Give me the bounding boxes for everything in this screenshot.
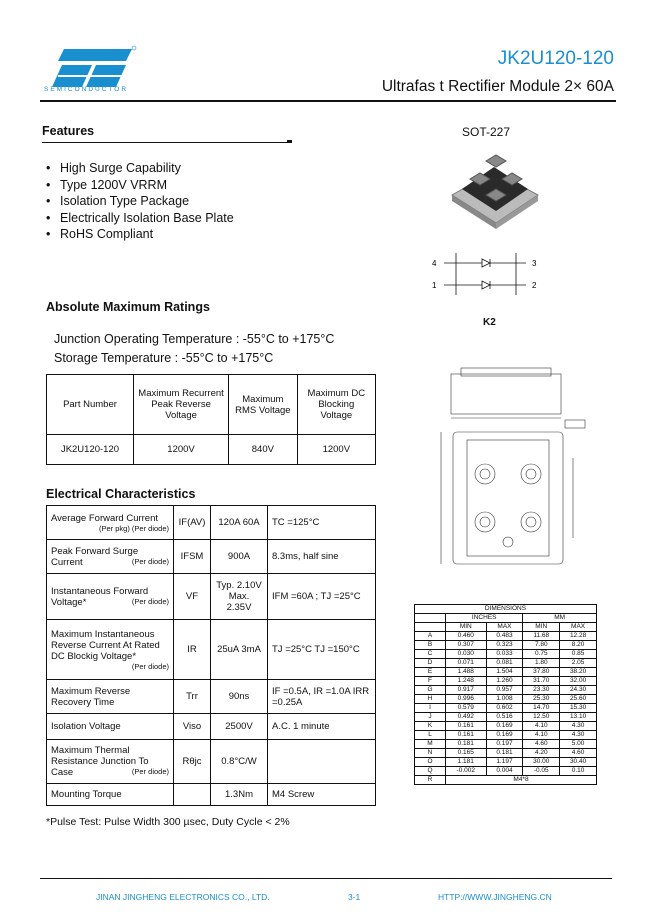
- ec-value: 2500V: [211, 714, 268, 740]
- dim-cell: F: [415, 677, 446, 686]
- dim-cell: H: [415, 695, 446, 704]
- dim-cell: 12.50: [523, 713, 560, 722]
- dim-cell: -0.002: [446, 767, 487, 776]
- subtitle: Ultrafas t Rectifier Module 2× 60A: [381, 78, 614, 95]
- ec-param: Isolation Voltage: [51, 721, 121, 732]
- dim-row: [415, 713, 597, 722]
- pulse-note: *Pulse Test: Pulse Width 300 µsec, Duty Cycle < 2%: [46, 816, 290, 828]
- dim-cell: 4.60: [523, 740, 560, 749]
- dim-row: [415, 650, 597, 659]
- amr-cell: 840V: [229, 435, 298, 465]
- dim-cell: 0.181: [486, 749, 523, 758]
- features-rule: [42, 142, 292, 143]
- dim-cell: 0.161: [446, 731, 487, 740]
- dim-row: [415, 704, 597, 713]
- circuit-label: K2: [483, 317, 496, 328]
- pin-label: 1: [432, 281, 437, 290]
- dim-unit: MM: [523, 614, 597, 623]
- amr-cell: 1200V: [134, 435, 229, 465]
- dim-cell: G: [415, 686, 446, 695]
- temp-operating: Junction Operating Temperature : -55°C to +175°C: [54, 332, 335, 346]
- dim-cell: O: [415, 758, 446, 767]
- amr-cell: JK2U120-120: [47, 435, 134, 465]
- dim-cell: 0.169: [486, 731, 523, 740]
- ec-value: 0.8°C/W: [211, 740, 268, 784]
- dim-row: [415, 659, 597, 668]
- dim-cell: 12.28: [560, 632, 597, 641]
- dim-cell: 0.033: [486, 650, 523, 659]
- dim-cell: -0.05: [523, 767, 560, 776]
- dimensions-table: [414, 604, 597, 785]
- dim-cell: 11.68: [523, 632, 560, 641]
- dim-cell: B: [415, 641, 446, 650]
- dim-cell: 38.20: [560, 668, 597, 677]
- ec-param: Mounting Torque: [51, 789, 122, 800]
- package-photo-icon: [446, 143, 542, 233]
- dim-cell: 0.996: [446, 695, 487, 704]
- ec-value: 25uA 3mA: [211, 620, 268, 680]
- footer-page: 3-1: [348, 892, 361, 902]
- footer-url[interactable]: HTTP://WWW.JINGHENG.CN: [438, 892, 552, 902]
- dim-cell: Q: [415, 767, 446, 776]
- dim-cell: 0.165: [446, 749, 487, 758]
- amr-title: Absolute Maximum Ratings: [46, 300, 210, 314]
- amr-header: Maximum Recurrent Peak Reverse Voltage: [134, 375, 229, 435]
- dim-cell: 24.30: [560, 686, 597, 695]
- ec-note: (Per pkg) (Per diode): [98, 523, 169, 533]
- ec-symbol: IF(AV): [174, 506, 211, 540]
- dim-cell: 7.80: [523, 641, 560, 650]
- circuit-diagram-icon: [426, 250, 546, 298]
- ec-note: (Per diode): [131, 556, 169, 566]
- dim-row: [415, 749, 597, 758]
- dim-cell: N: [415, 749, 446, 758]
- dim-cell: 0.030: [446, 650, 487, 659]
- dim-cell: 4.20: [523, 749, 560, 758]
- ec-symbol: Trr: [174, 680, 211, 714]
- amr-header: Maximum RMS Voltage: [229, 375, 298, 435]
- amr-header: Part Number: [47, 375, 134, 435]
- features-list: [46, 160, 234, 243]
- ec-symbol: IFSM: [174, 540, 211, 574]
- dim-cell: 1.181: [446, 758, 487, 767]
- dim-cell: 1.80: [523, 659, 560, 668]
- dim-row: [415, 632, 597, 641]
- dim-cell: 1.488: [446, 668, 487, 677]
- ec-param: Maximum Instantaneous Reverse Current At Rated DC Blockig Voltage*: [51, 628, 160, 662]
- dim-cell: 0.10: [560, 767, 597, 776]
- dim-cell: 0.579: [446, 704, 487, 713]
- ec-value: Typ. 2.10V Max. 2.35V: [211, 574, 268, 620]
- ec-condition: IF =0.5A, IR =1.0A IRR =0.25A: [268, 680, 376, 714]
- dim-cell: A: [415, 632, 446, 641]
- features-rule-end: [287, 140, 292, 143]
- ec-value: 120A 60A: [211, 506, 268, 540]
- dim-cell: 0.492: [446, 713, 487, 722]
- dim-cell: M4*8: [446, 776, 597, 785]
- dim-cell: 4.10: [523, 722, 560, 731]
- dim-cell: M: [415, 740, 446, 749]
- dim-cell: 30.40: [560, 758, 597, 767]
- ec-condition: A.C. 1 minute: [268, 714, 376, 740]
- dim-cell: 0.602: [486, 704, 523, 713]
- dim-cell: L: [415, 731, 446, 740]
- dim-row: [415, 722, 597, 731]
- ec-symbol: VF: [174, 574, 211, 620]
- ec-param: Peak Forward Surge Current: [51, 545, 139, 568]
- dim-cell: 0.307: [446, 641, 487, 650]
- dim-cell: 4.10: [523, 731, 560, 740]
- dim-cell: E: [415, 668, 446, 677]
- dim-cell: 30.00: [523, 758, 560, 767]
- dim-cell: 37.80: [523, 668, 560, 677]
- amr-table: [46, 374, 376, 465]
- dim-row: [415, 668, 597, 677]
- ec-condition: TJ =25°C TJ =150°C: [268, 620, 376, 680]
- pin-label: 2: [532, 281, 537, 290]
- dim-cell: J: [415, 713, 446, 722]
- amr-header: Maximum DC Blocking Voltage: [297, 375, 375, 435]
- dim-cell: 4.30: [560, 731, 597, 740]
- dim-cell: 0.75: [523, 650, 560, 659]
- mechanical-drawing-icon: [433, 362, 593, 576]
- dim-cell: 0.460: [446, 632, 487, 641]
- ec-symbol: IR: [174, 620, 211, 680]
- ec-value: 900A: [211, 540, 268, 574]
- pin-label: 3: [532, 259, 537, 268]
- dim-sub: MIN: [446, 623, 487, 632]
- dim-cell: 4.30: [560, 722, 597, 731]
- dim-cell: 0.483: [486, 632, 523, 641]
- ec-condition: IFM =60A ; TJ =25°C: [268, 574, 376, 620]
- dim-cell: 0.323: [486, 641, 523, 650]
- dim-sub: MAX: [560, 623, 597, 632]
- dim-cell: 0.161: [446, 722, 487, 731]
- dim-cell: 0.181: [446, 740, 487, 749]
- dim-cell: 5.00: [560, 740, 597, 749]
- feature-item: • High Surge Capability: [46, 160, 234, 177]
- dim-row: [415, 758, 597, 767]
- ec-title: Electrical Characteristics: [46, 487, 196, 501]
- dim-cell: 1.197: [486, 758, 523, 767]
- feature-item: • Isolation Type Package: [46, 193, 234, 210]
- footer-company: JINAN JINGHENG ELECTRONICS CO., LTD.: [96, 892, 270, 902]
- feature-item: • Type 1200V VRRM: [46, 177, 234, 194]
- dim-cell: I: [415, 704, 446, 713]
- ec-note: (Per diode): [131, 596, 169, 606]
- dim-row: [415, 740, 597, 749]
- ec-param: Instantaneous Forward Voltage*: [51, 585, 149, 608]
- ec-value: 1.3Nm: [211, 784, 268, 806]
- ec-param: Maximum Reverse Recovery Time: [51, 685, 131, 708]
- dim-cell: 0.197: [486, 740, 523, 749]
- dim-cell: R: [415, 776, 446, 785]
- dim-cell: 1.008: [486, 695, 523, 704]
- jj-logo-icon: [52, 45, 138, 91]
- ec-note: (Per diode): [131, 661, 169, 671]
- dim-title: DIMENSIONS: [415, 605, 597, 614]
- ec-table: [46, 505, 376, 806]
- ec-condition: M4 Screw: [268, 784, 376, 806]
- ec-symbol: [174, 784, 211, 806]
- dim-row: [415, 767, 597, 776]
- dim-sub: MIN: [523, 623, 560, 632]
- dim-cell: 0.169: [486, 722, 523, 731]
- ec-note: (Per diode): [131, 767, 169, 776]
- dim-row: [415, 641, 597, 650]
- dim-cell: 0.081: [486, 659, 523, 668]
- dim-sub: MAX: [486, 623, 523, 632]
- dim-cell: 1.248: [446, 677, 487, 686]
- dim-cell: 23.30: [523, 686, 560, 695]
- temp-storage: Storage Temperature : -55°C to +175°C: [54, 351, 274, 365]
- ec-condition: TC =125°C: [268, 506, 376, 540]
- header-divider: [40, 100, 616, 102]
- feature-item: • Electrically Isolation Base Plate: [46, 210, 234, 227]
- feature-item: • RoHS Compliant: [46, 226, 234, 243]
- dim-cell: 25.30: [523, 695, 560, 704]
- dim-cell: K: [415, 722, 446, 731]
- dim-cell: 31.70: [523, 677, 560, 686]
- ec-condition: 8.3ms, half sine: [268, 540, 376, 574]
- dim-unit: INCHES: [446, 614, 523, 623]
- dim-cell: 15.30: [560, 704, 597, 713]
- dim-cell: 25.60: [560, 695, 597, 704]
- dim-row: [415, 695, 597, 704]
- ec-condition: [268, 740, 376, 784]
- dim-cell: 1.504: [486, 668, 523, 677]
- dim-cell: D: [415, 659, 446, 668]
- dim-cell: 13.10: [560, 713, 597, 722]
- pin-label: 4: [432, 259, 437, 268]
- dim-row: [415, 686, 597, 695]
- dim-cell: 1.260: [486, 677, 523, 686]
- dim-cell: 4.60: [560, 749, 597, 758]
- part-number: JK2U120-120: [497, 48, 614, 69]
- dim-cell: 0.004: [486, 767, 523, 776]
- dim-cell: 14.70: [523, 704, 560, 713]
- ec-value: 90ns: [211, 680, 268, 714]
- features-title: Features: [42, 124, 95, 138]
- brand-text: SEMICONDUCTOR: [44, 86, 129, 93]
- dim-cell: C: [415, 650, 446, 659]
- dim-cell: 0.85: [560, 650, 597, 659]
- footer-divider: [40, 878, 612, 879]
- dim-row: [415, 677, 597, 686]
- dim-cell: 0.516: [486, 713, 523, 722]
- ec-symbol: Rθjc: [174, 740, 211, 784]
- dim-cell: 0.957: [486, 686, 523, 695]
- package-title: SOT-227: [462, 125, 511, 139]
- ec-symbol: Viso: [174, 714, 211, 740]
- ec-param: Average Forward Current: [51, 512, 159, 524]
- amr-cell: 1200V: [297, 435, 375, 465]
- ec-param: Maximum Thermal Resistance Junction To Case: [51, 745, 149, 778]
- dim-cell: 32.00: [560, 677, 597, 686]
- dim-row: [415, 731, 597, 740]
- dim-cell: 0.071: [446, 659, 487, 668]
- dim-cell: 0.917: [446, 686, 487, 695]
- dim-cell: 2.05: [560, 659, 597, 668]
- dim-cell: 8.20: [560, 641, 597, 650]
